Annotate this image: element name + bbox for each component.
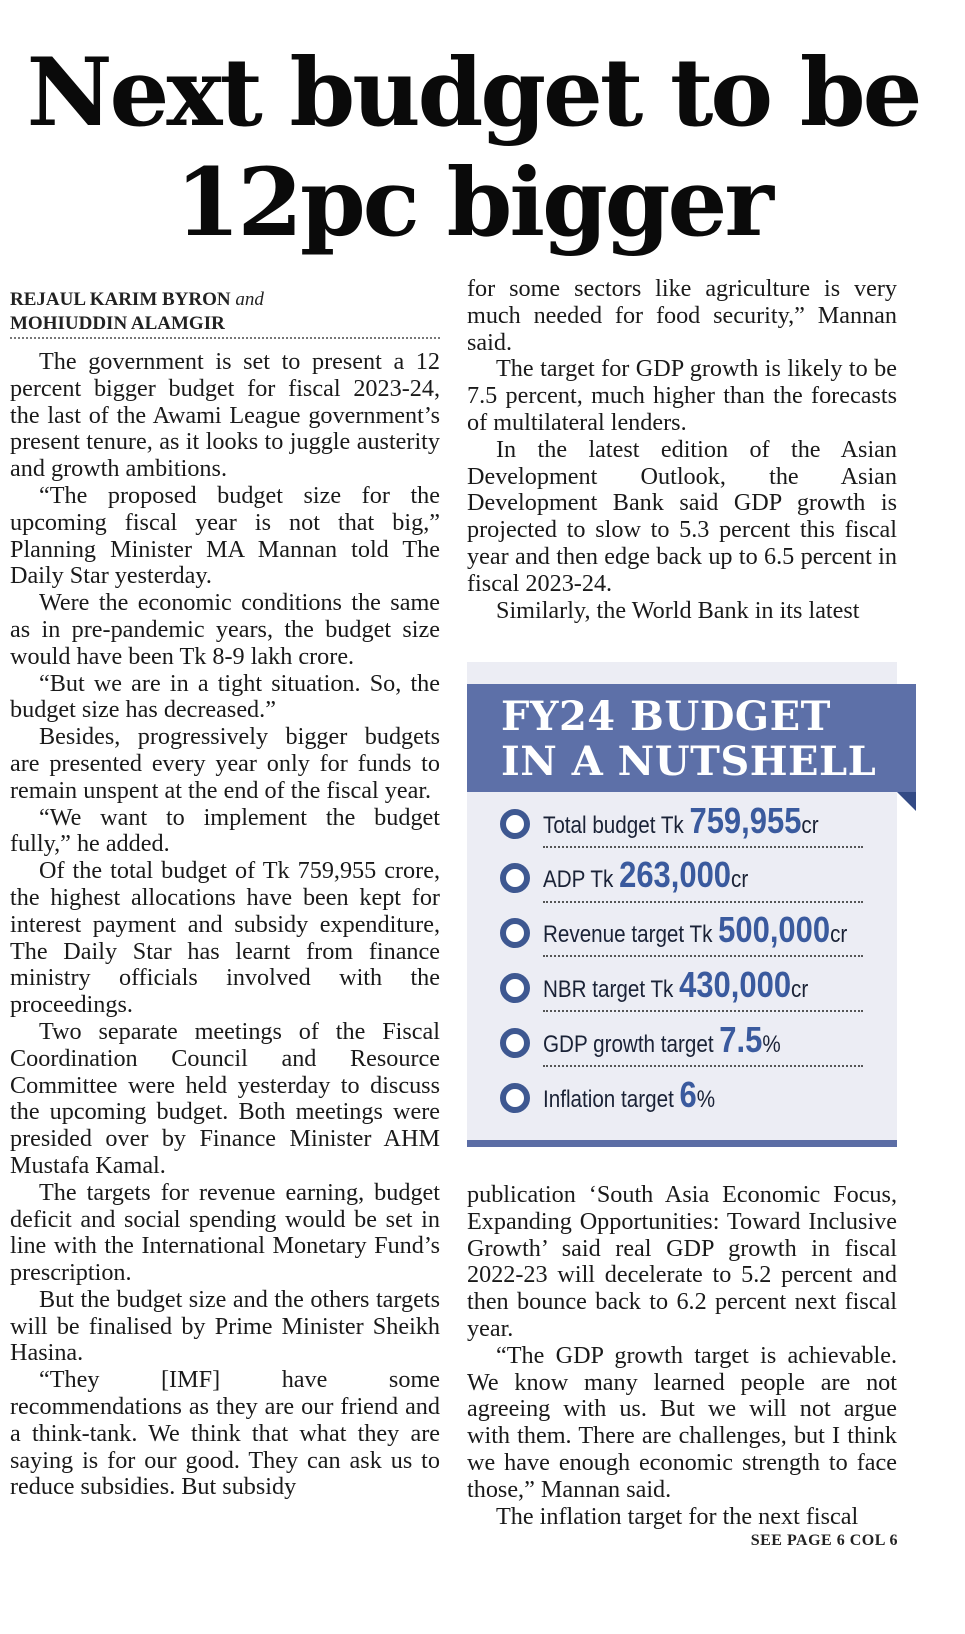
paragraph: But the budget size and the others targets will be finalised by Prime Minister Sheikh Hasina. [10,1285,440,1367]
stat-divider [543,846,863,848]
byline-divider [10,337,440,339]
paragraph: Two separate meetings of the Fiscal Coordination Council and Resource Committee were held yesterday to discuss the upcoming budget. Both meetings were presided over by Finance Minister AHM Mustafa Kamal. [10,1017,440,1179]
bullet-icon [500,863,530,893]
stat-revenue-target [500,910,870,950]
paragraph: Were the economic conditions the same as in pre-pandemic years, the budget size would have been Tk 8-9 lakh crore. [10,589,440,670]
paragraph: The targets for revenue earning, budget deficit and social spending would be set in line with the International Monetary Fund’s prescription. [10,1178,440,1287]
stat-inflation-target [500,1075,870,1115]
paragraph: publication ‘South Asia Economic Focus, Expanding Opportunities: Toward Inclusive Growth’ said real GDP growth in fiscal 2022-23 will decelerate to 5.2 percent and then bounce back to 6.2 percent next fiscal year. [467,1181,897,1342]
paragraph: “The GDP growth target is achievable. We know many learned people are not agreeing with us. But we will not argue with them. There are challenges, but I think we have enough economic strength to face those,” Mannan said. [467,1341,897,1503]
byline-conjunction: and [235,289,264,310]
stat-unit: cr [830,921,848,948]
paragraph: “But we are in a tight situation. So, the budget size has decreased.” [10,669,440,724]
stat-label: Total budget Tk [543,812,690,839]
stat-divider [543,901,863,903]
right-column-bottom [467,1182,897,1530]
paragraph: Of the total budget of Tk 759,955 crore, the highest allocations have been kept for interest payment and subsidy expenditure, The Daily Star has learnt from finance ministry officials involved with the proceedings. [10,857,440,1019]
stat-label: NBR target Tk [543,976,680,1003]
stat-label: Inflation target [543,1086,680,1113]
bullet-icon [500,1028,530,1058]
bullet-icon [500,1083,530,1113]
stat-value: 263,000 [619,854,732,895]
stat-value: 6 [679,1074,697,1115]
bullet-icon [500,973,530,1003]
nutshell-title-line-1: FY24 BUDGET [501,693,831,740]
stat-unit: cr [801,812,819,839]
paragraph: The target for GDP growth is likely to be 7.5 percent, much higher than the forecasts of multilateral lenders. [467,355,897,436]
paragraph: The government is set to present a 12 percent bigger budget for fiscal 2023-24, the last of the Awami League government’s present tenure, as it looks to juggle austerity and growth ambitions. [10,348,440,483]
left-column [10,349,440,1501]
paragraph: for some sectors like agriculture is very much needed for food security,” Mannan said. [467,275,897,356]
byline-author-2: MOHIUDDIN ALAMGIR [10,313,225,334]
paragraph: In the latest edition of the Asian Development Outlook, the Asian Development Bank said GDP growth is projected to slow to 5.3 percent this fiscal year and then edge back up to 6.5 percent in fiscal 2023-24. [467,435,897,597]
continuation-jump: SEE PAGE 6 COL 6 [750,1532,898,1549]
right-column-top [467,276,897,624]
headline [8,38,938,258]
paragraph: “They [IMF] have some recommendations as they are our friend and a think-tank. We think that what they are saying is for our good. They can ask us to reduce subsidies. But subsidy [10,1366,440,1501]
stat-unit: % [696,1086,716,1113]
byline-author-1: REJAUL KARIM BYRON [10,289,231,310]
stat-label: GDP growth target [543,1031,720,1058]
paragraph: Besides, progressively bigger budgets are presented every year only for funds to remain unspent at the end of the fiscal year. [10,723,440,804]
stat-divider [543,1065,863,1067]
stat-value: 7.5 [719,1019,763,1060]
stat-unit: cr [791,976,809,1003]
nutshell-header-fold [897,792,916,811]
stat-nbr-target [500,965,870,1005]
stat-label: ADP Tk [543,866,620,893]
bullet-icon [500,809,530,839]
nutshell-title [501,694,901,784]
stat-divider [543,955,863,957]
bullet-icon [500,918,530,948]
headline-line-1: Next budget to be [26,38,920,148]
stat-unit: % [762,1031,781,1058]
stat-value: 430,000 [679,964,792,1005]
byline [10,288,440,336]
paragraph: “The proposed budget size for the upcoming fiscal year is not that big,” Planning Minister MA Mannan told The Daily Star yesterday. [10,481,440,590]
paragraph: “We want to implement the budget fully,” he added. [10,803,440,858]
stat-unit: cr [731,866,749,893]
stat-value: 500,000 [718,909,831,950]
paragraph: Similarly, the World Bank in its latest [496,596,860,624]
paragraph: The inflation target for the next fiscal [496,1502,859,1530]
headline-line-2: 12pc bigger [175,148,771,258]
stat-total-budget [500,801,870,841]
stat-adp [500,855,870,895]
stat-divider [543,1010,863,1012]
nutshell-title-line-2: IN A NUTSHELL [501,738,877,785]
stat-gdp-growth-target [500,1020,870,1060]
stat-value: 759,955 [689,800,802,841]
stat-label: Revenue target Tk [543,921,719,948]
